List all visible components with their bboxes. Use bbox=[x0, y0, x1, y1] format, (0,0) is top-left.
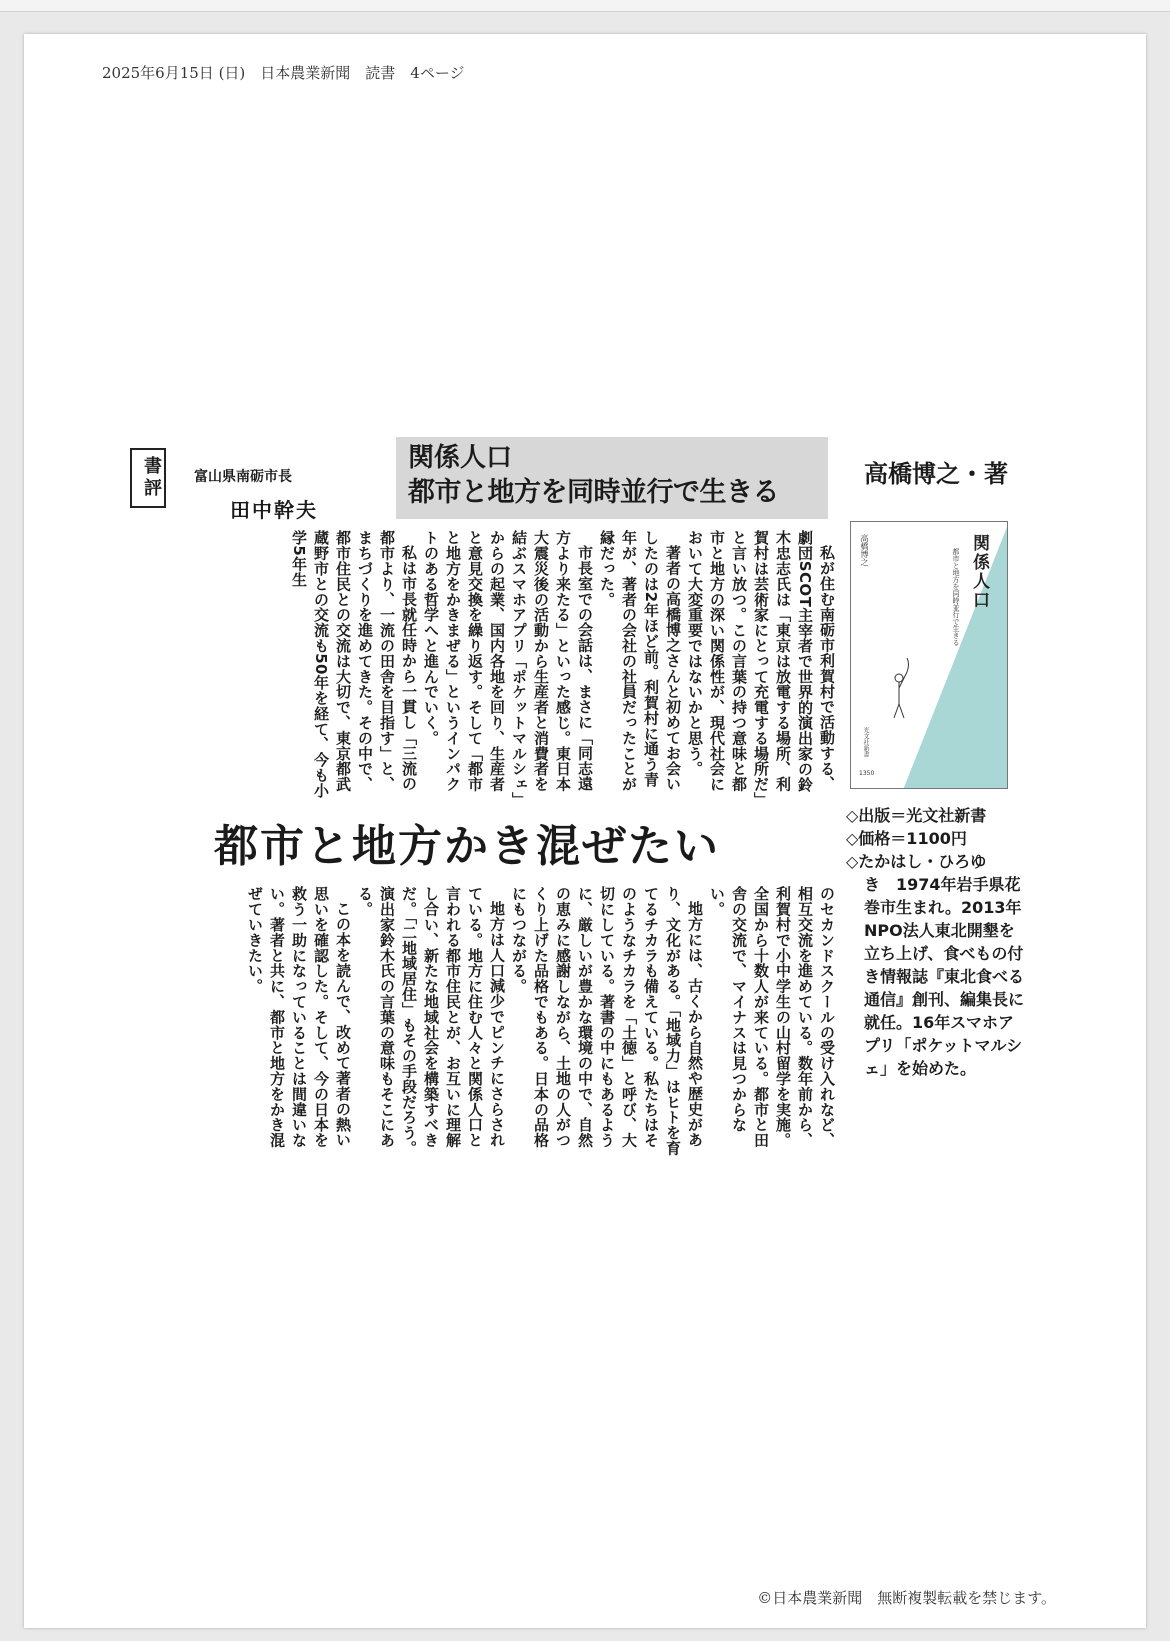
page-header: 2025年6月15日 (日) 日本農業新聞 読書 4ページ bbox=[102, 64, 465, 82]
book-title-box bbox=[396, 437, 828, 519]
article-paragraph: のセカンドスクールの受け入れなど、相互交流を進めている。数年前から、利賀村で小中学生の山村留学を実施。全国から十数人が来ている。都市と田舎の交流で、マイナスは見つからない。 bbox=[708, 886, 836, 1148]
reviewer-name: 田中幹夫 bbox=[230, 498, 318, 522]
author-bio: き 1974年岩手県花巻市生まれ。2013年NPO法人東北開墾を立ち上げ、食べもの付き情報誌『東北食べる通信』創刊、編集長に就任。16年スマホアプリ「ポケットマルシェ」を始めた。 bbox=[864, 875, 1025, 1078]
author-name-info: ◇たかはし・ひろゆ bbox=[846, 852, 987, 871]
article-paragraph: 私は市長就任時から一貫し「三流の都市より、一流の田舎を目指す」と、まちづくりを進めてきた。その中で、都市住民との交流は大切で、東京都武蔵野市との交流も50年を経て、今も小学5年生 bbox=[290, 530, 418, 799]
category-label: 書評 bbox=[130, 448, 166, 508]
cover-publisher: 光文社新書 bbox=[862, 727, 869, 757]
cover-title: 関係人口 bbox=[969, 534, 989, 610]
publisher-info: ◇出版＝光文社新書 bbox=[846, 806, 987, 825]
book-info bbox=[846, 804, 1026, 1080]
cover-subtitle: 都市と地方を同時並行で生きる bbox=[952, 548, 960, 646]
cover-figure-icon bbox=[894, 658, 909, 718]
book-subtitle: 都市と地方を同時並行で生きる bbox=[408, 477, 779, 508]
price-info: ◇価格＝1100円 bbox=[846, 829, 967, 848]
cover-author: 高橋博之 bbox=[860, 534, 869, 566]
book-cover-image bbox=[850, 521, 1008, 789]
article-text-upper bbox=[120, 530, 838, 800]
copyright-footer: ©日本農業新聞 無断複製転載を禁じます。 bbox=[757, 1589, 1056, 1607]
book-title: 関係人口 bbox=[408, 443, 513, 473]
newspaper-page bbox=[24, 34, 1146, 1628]
article-paragraph: この本を読んで、改めて著者の熱い思いを確認した。そして、今の日本を救う一助になっていることは間違いない。著者と共に、都市と地方をかき混ぜていきたい。 bbox=[246, 886, 352, 1148]
article-paragraph: 地方は人口減少でピンチにさらされている。地方に住む人々と関係人口と言われる都市住民とが、お互いに理解し合い、新たな地域社会を構築すべきだ。「二地域居住」もその手段だろう。演出家鈴木氏の言葉の意味もそこにある。 bbox=[356, 886, 506, 1156]
reviewer-role: 富山県南砺市長 bbox=[194, 469, 292, 485]
author-credit: 高橋博之・著 bbox=[864, 460, 1008, 488]
review-headline: 都市と地方かき混ぜたい bbox=[214, 821, 720, 872]
article-paragraph: 私が住む南砺市利賀村で活動する、劇団SCOT主宰者で世界的演出家の鈴木忠志氏は「東京は放電する場所、利賀村は芸術家にとって充電する場所だ」と言い放つ。この言葉の持つ意味と都市と地方の深い関係性が、現代社会において大変重要ではないかと思う。 bbox=[686, 530, 836, 800]
cover-number: 1350 bbox=[859, 770, 875, 777]
article-paragraph: 市長室での会話は、まさに「同志遠方より来たる」といった感じ。東日本大震災後の活動から生産者と消費者を結ぶスマホアプリ「ポケットマルシェ」からの起業、国内各地を回り、生産者と意見交換を繰り返す。そして「都市と地方をかきまぜる」というインパクトのある哲学へと進んでいく。 bbox=[422, 530, 594, 800]
article-paragraph: 地方には、古くから自然や歴史があり、文化がある。「地域力」はヒトを育てるチカラも備えている。私たちはそのようなチカラを「土徳」と呼び、大切にしている。著書の中にもあるように、厳しいが豊かな環境の中で、自然の恵みに感謝しながら、土地の人がつくり上げた品格でもある。日本の品格にもつながる。 bbox=[510, 886, 704, 1156]
article-text-lower bbox=[120, 886, 838, 1156]
viewer-top-bar bbox=[0, 0, 1170, 12]
article-paragraph: 著者の高橋博之さんと初めてお会いしたのは2年ほど前。利賀村に通う青年が、著者の会社の社員だったことが縁だった。 bbox=[598, 530, 682, 792]
